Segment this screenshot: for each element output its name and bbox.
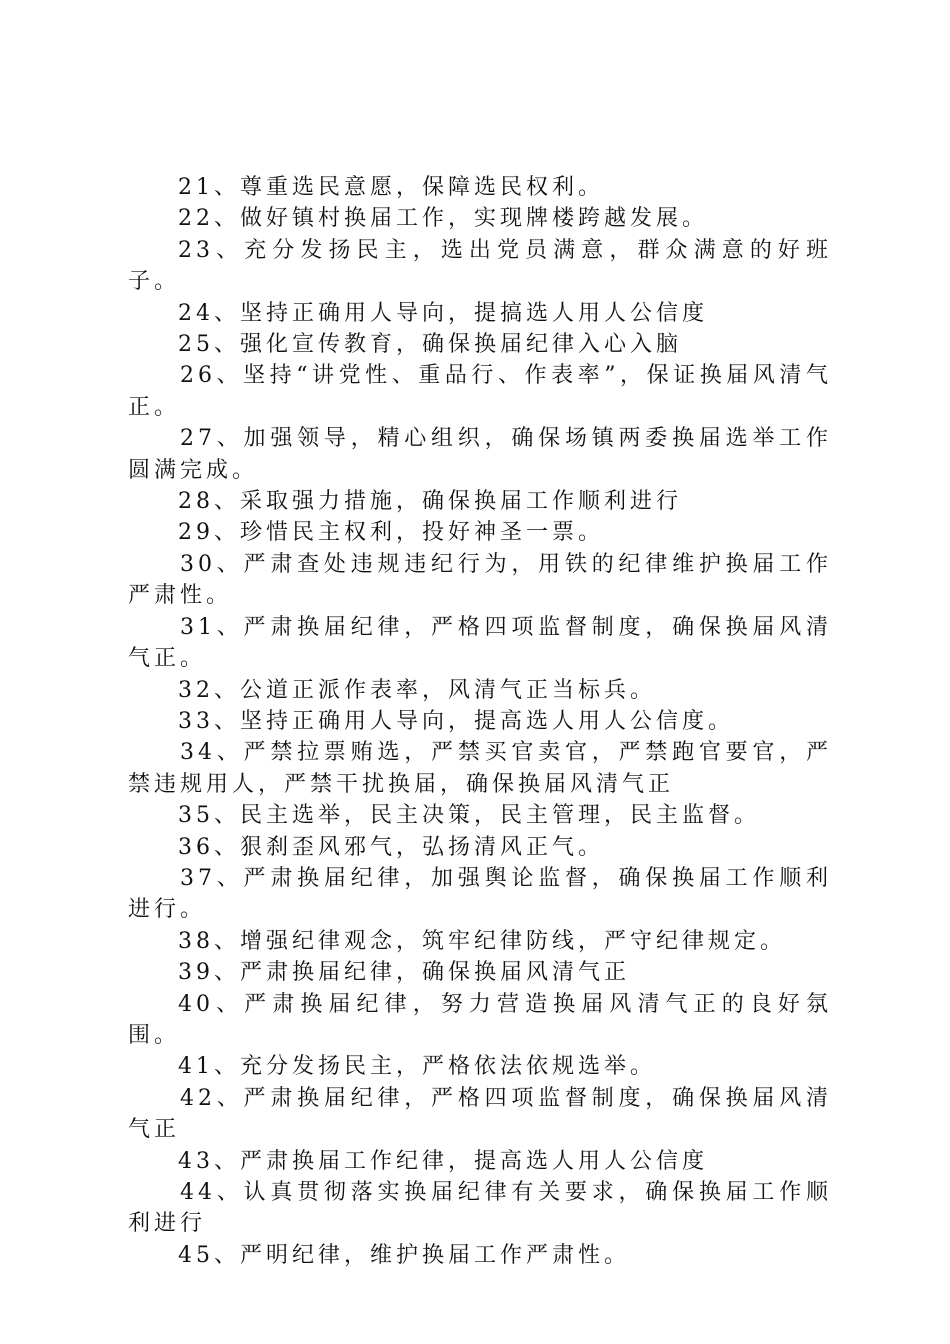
list-item: 37、严肃换届纪律，加强舆论监督，确保换届工作顺利进行。 [128,865,832,923]
list-item: 42、严肃换届纪律，严格四项监督制度，确保换届风清气正 [128,1085,832,1143]
list-item: 28、采取强力措施，确保换届工作顺利进行 [178,489,682,515]
list-item: 21、尊重选民意愿，保障选民权利。 [178,175,604,200]
list-item: 38、增强纪律观念，筑牢纪律防线，严守纪律规定。 [178,928,786,954]
slogan-list [128,172,832,1271]
list-item: 32、公道正派作表率，风清气正当标兵。 [178,677,656,703]
list-item: 40、严肃换届纪律，努力营造换届风清气正的良好氛围。 [128,991,832,1048]
list-item: 26、坚持“讲党性、重品行、作表率”，保证换届风清气正。 [128,363,832,420]
list-item: 24、坚持正确用人导向，提搞选人用人公信度 [178,300,708,326]
list-item: 23、充分发扬民主，选出党员满意，群众满意的好班子。 [128,237,832,295]
list-item: 25、强化宣传教育，确保换届纪律入心入脑 [178,332,682,358]
list-item: 43、严肃换届工作纪律，提高选人用人公信度 [178,1148,708,1174]
list-item: 35、民主选举，民主决策，民主管理，民主监督。 [178,803,760,829]
list-item: 45、严明纪律，维护换届工作严肃性。 [178,1242,630,1268]
list-item: 36、狠刹歪风邪气，弘扬清风正气。 [178,834,604,860]
list-item: 34、严禁拉票贿选，严禁买官卖官，严禁跑官要官，严禁违规用人，严禁干扰换届，确保换届风清气正 [128,740,832,797]
list-item: 44、认真贯彻落实换届纪律有关要求，确保换届工作顺利进行 [128,1180,832,1237]
list-item: 31、严肃换届纪律，严格四项监督制度，确保换届风清气正。 [128,614,832,672]
list-item: 22、做好镇村换届工作，实现牌楼跨越发展。 [178,206,708,232]
list-item: 33、坚持正确用人导向，提高选人用人公信度。 [178,708,734,734]
list-item: 27、加强领导，精心组织，确保场镇两委换届选举工作圆满完成。 [128,426,832,483]
list-item: 29、珍惜民主权利，投好神圣一票。 [178,520,604,546]
list-item: 41、充分发扬民主，严格依法依规选举。 [178,1054,656,1080]
list-item: 39、严肃换届纪律，确保换届风清气正 [178,960,630,986]
list-item: 30、严肃查处违规违纪行为，用铁的纪律维护换届工作严肃性。 [128,551,832,609]
